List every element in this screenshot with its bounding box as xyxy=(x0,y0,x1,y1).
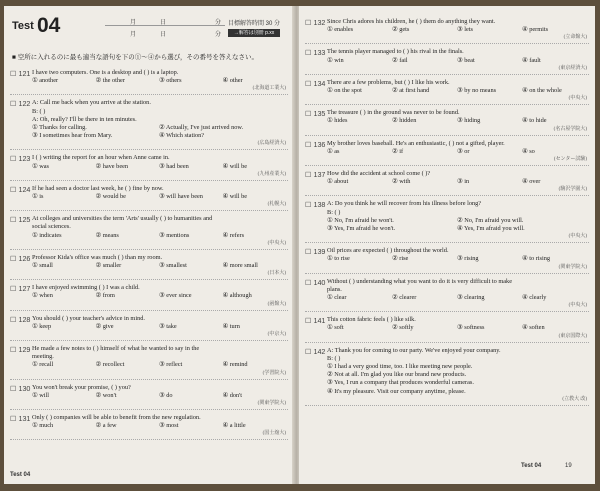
answer-option: ④ over xyxy=(522,178,541,186)
answer-option: ① I had a very good time, too. I like meeting new people. xyxy=(327,362,473,370)
footer-right-test: Test 04 xyxy=(521,463,542,469)
question-number: ☐ 130 xyxy=(10,383,31,393)
answer-option: ① win xyxy=(327,56,344,64)
question-source: (関東学院大) xyxy=(257,400,286,406)
answer-option: ④ Yes, I'm afraid you will. xyxy=(457,224,525,232)
question-source: (立教大 改) xyxy=(562,396,587,402)
question-line: If he had seen a doctor last week, he ( ) fine by now. xyxy=(32,184,164,192)
question-divider xyxy=(305,311,589,312)
answer-option: ③ in xyxy=(457,178,470,186)
answer-option: ③ clearing xyxy=(457,293,485,301)
answer-option: ③ softness xyxy=(457,324,485,332)
answer-option: ④ don't xyxy=(222,391,243,399)
question-number: ☐ 123 xyxy=(10,154,31,164)
question-divider xyxy=(10,249,288,250)
answer-option: ① No, I'm afraid he won't. xyxy=(327,216,394,224)
question-number: ☐ 125 xyxy=(10,215,31,225)
question-divider xyxy=(305,405,589,406)
answer-option: ④ soften xyxy=(522,324,545,332)
question-number: ☐ 127 xyxy=(10,284,31,294)
answer-option: ② Actually, I've just arrived now. xyxy=(159,123,244,131)
question-number: ☐ 142 xyxy=(305,346,326,356)
question-number: ☐ 137 xyxy=(305,170,326,179)
question-divider xyxy=(10,310,288,311)
answer-option: ① was xyxy=(32,162,50,170)
answer-option: ② at first hand xyxy=(392,86,430,94)
score-label-1: 分 xyxy=(215,20,222,26)
answer-option: ③ most xyxy=(159,422,179,430)
question-divider xyxy=(10,94,288,95)
answer-option: ④ fault xyxy=(522,56,541,64)
test-label: Test xyxy=(12,20,34,32)
question-number: ☐ 135 xyxy=(305,109,326,119)
question-line: Professor Kida's office was much ( ) than my room. xyxy=(32,253,163,261)
day-label-1: 日 xyxy=(160,20,167,26)
question-line: I ( ) writing the report for an hour when Anne came in. xyxy=(32,154,170,162)
answer-option: ③ lets xyxy=(457,26,473,34)
question-source: (中央大) xyxy=(267,240,286,246)
question-line: How did the accident at school come ( )? xyxy=(327,170,431,177)
question-source: (中央大) xyxy=(568,303,587,309)
answer-option: ③ do xyxy=(159,391,173,399)
question-divider xyxy=(305,342,589,343)
question-number: ☐ 121 xyxy=(10,69,31,78)
answer-option: ③ will have been xyxy=(159,192,203,200)
question-number: ☐ 126 xyxy=(10,253,31,263)
answer-option: ④ other xyxy=(222,77,243,85)
answer-option: ② with xyxy=(392,178,411,186)
question-divider xyxy=(305,195,589,196)
answer-option: ① is xyxy=(32,192,44,200)
answer-option: ① as xyxy=(327,147,340,155)
question-source: (東京経済大) xyxy=(558,65,587,71)
question-divider xyxy=(305,273,589,274)
answer-option: ④ Which station? xyxy=(159,132,205,140)
answer-option: ③ Yes, I'm afraid he won't. xyxy=(327,224,396,232)
left-page xyxy=(4,6,294,484)
question-number: ☐ 131 xyxy=(10,414,31,423)
answer-option: ④ so xyxy=(522,147,535,155)
answer-option: ① hides xyxy=(327,117,348,125)
page-number: 19 xyxy=(565,463,572,469)
answer-option: ② recollect xyxy=(95,361,125,369)
question-line: A: Call me back when you arrive at the station. xyxy=(32,99,151,107)
month-label-1: 月 xyxy=(130,20,137,26)
answer-option: ① much xyxy=(32,422,54,430)
answer-option: ① another xyxy=(32,77,59,85)
question-line: Only ( ) companies will be able to benefit from the new regulation. xyxy=(32,414,201,421)
answer-option: ④ more small xyxy=(222,261,258,269)
answer-option: ③ ever since xyxy=(159,292,192,300)
answer-option: ④ clearly xyxy=(522,293,547,301)
question-line: meeting. xyxy=(32,353,54,361)
test-header xyxy=(10,16,285,50)
question-divider xyxy=(10,149,288,150)
month-label-2: 月 xyxy=(130,32,137,38)
answer-option: ① Thanks for calling. xyxy=(32,123,87,131)
question-divider xyxy=(10,210,288,211)
question-line: This cotton fabric feels ( ) like silk. xyxy=(327,316,416,324)
answer-option: ② the other xyxy=(95,77,125,85)
question-line: The treasure ( ) in the ground was never to be found. xyxy=(327,109,460,117)
question-divider xyxy=(10,439,288,440)
answer-option: ③ mentions xyxy=(159,231,190,239)
question-line: Since Chris adores his children, he ( ) them do anything they want. xyxy=(327,18,496,25)
question-source: (北海道工業大) xyxy=(252,86,286,92)
answer-option: ③ rising xyxy=(457,255,479,263)
score-label-2: 分 xyxy=(215,32,222,38)
answer-option: ③ Yes, I run a company that produces wonderful cameras. xyxy=(327,379,474,387)
answer-option: ② gets xyxy=(392,26,410,34)
answer-option: ③ smallest xyxy=(159,261,187,269)
test-number: 04 xyxy=(37,14,61,37)
target-time: 目標解答時間 30 分 xyxy=(228,21,281,27)
answer-option: ② smaller xyxy=(95,261,122,269)
question-divider xyxy=(10,379,288,380)
answer-option: ④ remind xyxy=(222,361,248,369)
question-source: (中央大) xyxy=(568,234,587,240)
question-number: ☐ 132 xyxy=(305,18,326,27)
answer-option: ④ although xyxy=(222,292,252,300)
date-rule xyxy=(105,25,225,26)
answer-option: ④ will be xyxy=(222,192,248,200)
answer-option: ② fail xyxy=(392,56,408,64)
answer-option: ② No, I'm afraid you will. xyxy=(457,216,524,224)
question-divider xyxy=(305,74,589,75)
question-divider xyxy=(10,279,288,280)
question-divider xyxy=(305,242,589,243)
question-line: Oil prices are expected ( ) throughout the world. xyxy=(327,247,449,255)
question-number: ☐ 134 xyxy=(305,78,326,88)
answer-option: ③ reflect xyxy=(159,361,183,369)
question-number: ☐ 124 xyxy=(10,184,31,194)
question-source: (名古屋学院大) xyxy=(553,126,587,132)
question-source: (関東学院大) xyxy=(558,264,587,270)
question-source: (中京大) xyxy=(267,331,286,337)
question-line: A: Do you think he will recover from his illness before long? xyxy=(327,200,482,208)
question-line: B: ( ) xyxy=(32,107,46,115)
instruction: ■ 空所に入れるのに最も適当な語句を下の①～④から選び，その番号を答えなさい。 xyxy=(12,54,258,61)
answer-option: ① when xyxy=(32,292,53,300)
answer-option: ② would be xyxy=(95,192,126,200)
question-line: At colleges and universities the term 'Arts' usually ( ) to humanities and xyxy=(32,215,213,223)
answer-option: ④ refers xyxy=(222,231,245,239)
answer-option: ② clearer xyxy=(392,293,417,301)
question-line: He made a few notes to ( ) himself of what he wanted to say in the xyxy=(32,345,200,352)
answer-option: ② rise xyxy=(392,255,409,263)
answer-option: ④ to rising xyxy=(522,255,551,263)
question-number: ☐ 141 xyxy=(305,316,326,326)
question-line: You should ( ) your teacher's advice in mind. xyxy=(32,314,145,322)
right-page xyxy=(299,6,595,484)
answer-option: ② have been xyxy=(95,162,129,170)
question-source: (函館大) xyxy=(267,301,286,307)
question-source: (札幌大) xyxy=(267,202,286,208)
answer-option: ① will xyxy=(32,391,50,399)
question-number: ☐ 128 xyxy=(10,314,31,324)
question-line: I have enjoyed swimming ( ) I was a child. xyxy=(32,284,140,292)
answer-option: ③ by no means xyxy=(457,86,497,94)
question-source: (東京国際大) xyxy=(558,333,587,339)
answer-option: ② means xyxy=(95,231,119,239)
answer-option: ① enables xyxy=(327,26,354,34)
answer-option: ② Not at all. I'm glad you like our brand new products. xyxy=(327,371,467,379)
question-number: ☐ 133 xyxy=(305,48,326,58)
answer-option: ② won't xyxy=(95,391,117,399)
answer-option: ② softly xyxy=(392,324,414,332)
answer-option: ③ or xyxy=(457,147,470,155)
question-line: My brother loves baseball. He's an enthusiastic, ( ) not a gifted, player. xyxy=(327,139,505,147)
question-line: B: ( ) xyxy=(327,208,341,216)
answer-option: ④ turn xyxy=(222,322,240,330)
answer-option: ① clear xyxy=(327,293,347,301)
question-divider xyxy=(305,135,589,136)
question-source: (学習院大) xyxy=(262,370,286,376)
answer-option: ① on the spot xyxy=(327,86,362,94)
answer-option: ④ It's my pleasure. Visit our company anytime, please. xyxy=(327,387,466,395)
footer-left: Test 04 xyxy=(10,472,31,478)
answer-option: ① indicates xyxy=(32,231,62,239)
answer-option: ① small xyxy=(32,261,53,269)
answer-option: ③ beat xyxy=(457,56,475,64)
answer-option: ③ take xyxy=(159,322,177,330)
question-line: A: Oh, really? I'll be there in ten minutes. xyxy=(32,115,137,123)
answer-option: ② a few xyxy=(95,422,117,430)
answer-option: ④ permits xyxy=(522,26,549,34)
question-source: (九州産業大) xyxy=(257,171,286,177)
question-divider xyxy=(305,104,589,105)
question-divider xyxy=(10,340,288,341)
question-source: (駒沢学園大) xyxy=(558,187,587,193)
question-number: ☐ 139 xyxy=(305,247,326,257)
answer-option: ① keep xyxy=(32,322,52,330)
answer-option: ① recall xyxy=(32,361,54,369)
answer-option: ④ to hide xyxy=(522,117,547,125)
question-divider xyxy=(305,43,589,44)
question-line: social sciences. xyxy=(32,223,71,231)
question-number: ☐ 129 xyxy=(10,345,31,354)
answer-tag: →解答は別冊 p.xx xyxy=(228,29,280,37)
question-divider xyxy=(305,165,589,166)
question-line: plans. xyxy=(327,285,342,293)
day-label-2: 日 xyxy=(160,32,167,38)
question-line: B: ( ) xyxy=(327,354,341,362)
answer-option: ② give xyxy=(95,322,114,330)
answer-option: ① to rise xyxy=(327,255,350,263)
question-number: ☐ 140 xyxy=(305,277,326,287)
question-line: A: Thank you for coming to our party. We've enjoyed your company. xyxy=(327,346,501,354)
answer-option: ③ I sometimes hear from Mary. xyxy=(32,132,113,140)
answer-option: ① about xyxy=(327,178,349,186)
question-source: (日本大) xyxy=(267,271,286,277)
question-line: The tennis player managed to ( ) his rival in the finals. xyxy=(327,48,464,56)
question-line: I have two computers. One is a desktop and ( ) is a laptop. xyxy=(32,69,179,76)
question-divider xyxy=(10,409,288,410)
question-source: (広島経済大) xyxy=(257,141,286,147)
answer-option: ② from xyxy=(95,292,115,300)
question-number: ☐ 136 xyxy=(305,139,326,149)
question-divider xyxy=(10,180,288,181)
question-source: (センター試験) xyxy=(553,156,587,162)
answer-option: ④ will be xyxy=(222,162,248,170)
question-number: ☐ 122 xyxy=(10,99,31,109)
answer-option: ② hidden xyxy=(392,117,417,125)
answer-option: ③ hiding xyxy=(457,117,481,125)
question-line: Without ( ) understanding what you want to do it is very difficult to make xyxy=(327,277,513,285)
question-line: There are a few problems, but ( ) I like his work. xyxy=(327,78,450,86)
question-number: ☐ 138 xyxy=(305,200,326,210)
question-line: You won't break your promise, ( ) you? xyxy=(32,383,131,391)
question-source: (国士舘大) xyxy=(262,431,286,437)
answer-option: ④ on the whole xyxy=(522,86,562,94)
question-source: (立命館大) xyxy=(563,35,587,41)
answer-option: ① soft xyxy=(327,324,344,332)
answer-option: ③ had been xyxy=(159,162,189,170)
answer-option: ② if xyxy=(392,147,404,155)
question-source: (中央大) xyxy=(568,96,587,102)
answer-option: ③ others xyxy=(159,77,182,85)
answer-option: ④ a little xyxy=(222,422,246,430)
